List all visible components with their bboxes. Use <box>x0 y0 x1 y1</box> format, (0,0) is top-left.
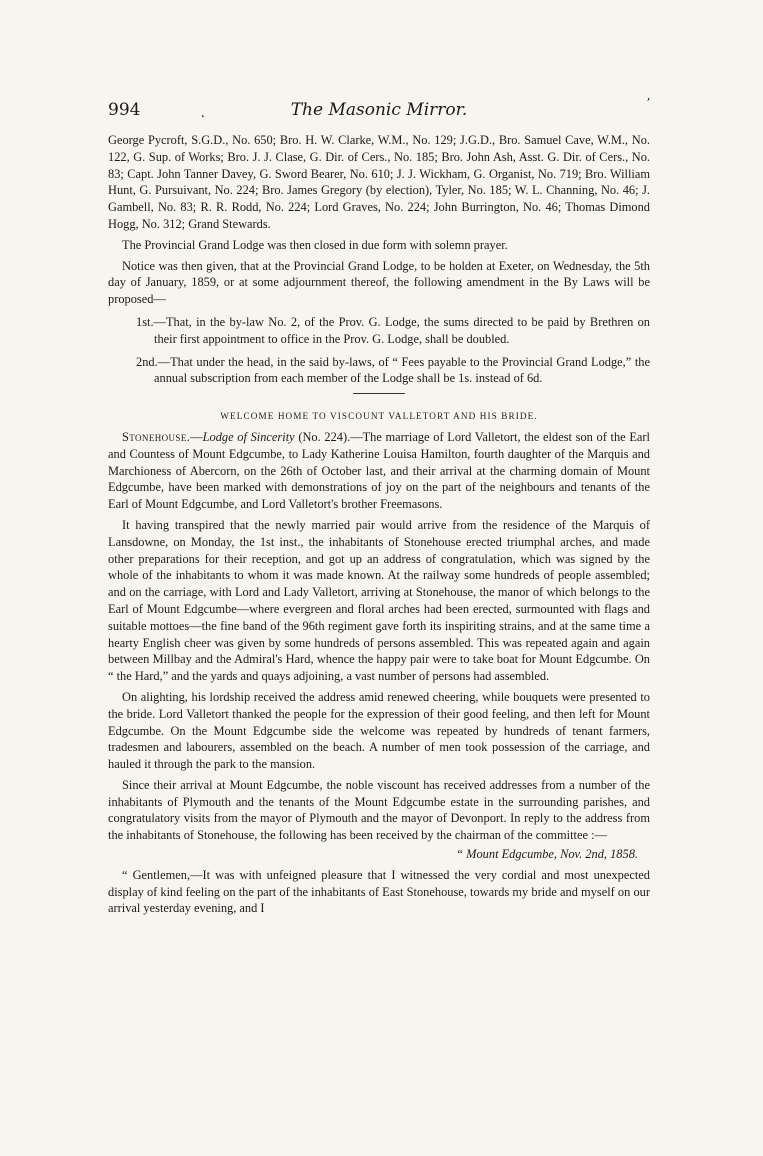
page-header <box>108 96 650 124</box>
article-body <box>108 132 650 917</box>
section-divider <box>353 393 405 394</box>
alighting-paragraph: On alighting, his lordship received the address amid renewed cheering, while bouquets were presented to the bride. Lord Valletort thanked the people for the expression of their good feeling, and then left for Mount Edgcumbe. On the Mount Edgcumbe side the welcome was repeated by hundreds of tenant farmers, tradesmen and labourers, assembled on the beach. A number of men took possession of the carriage, and hauled it through the park to the mansion. <box>108 689 650 772</box>
page-number: 994 <box>108 100 141 120</box>
letter-paragraph: “ Gentlemen,—It was with unfeigned pleasure that I witnessed the very cordial and most unexpected display of kind feeling on the part of the inhabitants of East Stonehouse, towards my bride and myself on our arrival yesterday evening, and I <box>108 867 650 916</box>
dash: — <box>190 429 203 444</box>
place-name: Stonehouse. <box>122 429 191 444</box>
transpired-paragraph: It having transpired that the newly married pair would arrive from the residence of the Marquis of Lansdowne, on Monday, the 1st inst., the inhabitants of Stonehouse erected triumphal arches, and made other preparations for their reception, and got up an address of congratulation, which was signed by the whole of the inhabitants to whom it was made known. At the railway some hundreds of people assembled; and on the carriage, with Lord and Lady Valletort, arriving at Stonehouse, the manor of which belongs to the Earl of Mount Edgcumbe—where evergreen and floral arches had been erected, surmounted with flags and suitable mottoes—the fine band of the 96th regiment gave forth its inspiriting strains, and at the same time a hearty English cheer was given by some hundreds of persons assembled. This was repeated again and again between Millbay and the Admiral's Hard, whence the happy pair were to take boat for Mount Edgcumbe. On “ the Hard,” and the yards and quays adjoining, a vast number of persons had assembled. <box>108 517 650 684</box>
stonehouse-paragraph <box>108 429 650 513</box>
amendment-first: 1st.—That, in the by-law No. 2, of the Prov. G. Lodge, the sums directed to be paid by Brethren on their first appointment to office in the Prov. G. Lodge, shall be doubled. <box>136 314 650 346</box>
lodge-name: Lodge of Sincerity <box>202 429 295 444</box>
printer-mark: ʼ <box>646 96 650 110</box>
running-title: The Masonic Mirror. <box>290 100 468 120</box>
amendment-second: 2nd.—That under the head, in the said by-laws, of “ Fees payable to the Provincial Grand Lodge,” the annual subscription from each member of the Lodge shall be 1s. instead of 6d. <box>136 354 650 386</box>
letter-dateline: “ Mount Edgcumbe, Nov. 2nd, 1858. <box>456 847 638 862</box>
printer-mark: ˛ <box>200 104 206 118</box>
since-paragraph: Since their arrival at Mount Edgcumbe, the noble viscount has received addresses from a number of the inhabitants of Plymouth and the tenants of the Mount Edgcumbe estate in the surrounding parishes, and congratulatory visits from the mayor of Plymouth and the mayor of Devonport. In reply to the address from the inhabitants of Stonehouse, the following has been received by the chairman of the committee :— <box>108 777 650 843</box>
officers-paragraph: George Pycroft, S.G.D., No. 650; Bro. H. W. Clarke, W.M., No. 129; J.G.D., Bro. Samuel Cave, W.M., No. 122, G. Sup. of Works; Bro. J. J. Clase, G. Dir. of Cers., No. 185; Bro. John Ash, Asst. G. Dir. of Cers., No. 83; Capt. John Tanner Davey, G. Sword Bearer, No. 610; J. J. Wickham, G. Organist, No. 719; Bro. William Hunt, G. Pursuivant, No. 224; Bro. James Gregory (by election), Tyler, No. 185; W. L. Channing, No. 46; J. Gambell, No. 83; R. R. Rodd, No. 224; Lord Graves, No. 224; John Burrington, No. 46; Thomas Dimond Hogg, No. 312; Grand Stewards. <box>108 133 650 231</box>
stonehouse-text: (No. 224).—The marriage of Lord Valletort, the eldest son of the Earl and Countess of Mount Edgcumbe, to Lady Katherine Louisa Hamilton, fourth daughter of the Marquis and Marchioness of Abercorn, on the 26th of October last, and their arrival at the charming domain of Mount Edgcumbe, have been marked with demonstrations of joy on the part of the neighbours and tenants of the Earl of Mount Edgcumbe, and Lord Valletort's brother Freemasons. <box>108 429 650 512</box>
notice-paragraph: Notice was then given, that at the Provincial Grand Lodge, to be holden at Exeter, on Wednesday, the 5th day of January, 1859, or at some adjournment thereof, the following amendment in the By Laws will be proposed— <box>108 258 650 307</box>
section-heading: WELCOME HOME TO VISCOUNT VALLETORT AND HIS BRIDE. <box>220 411 538 422</box>
closing-paragraph: The Provincial Grand Lodge was then closed in due form with solemn prayer. <box>122 237 508 252</box>
